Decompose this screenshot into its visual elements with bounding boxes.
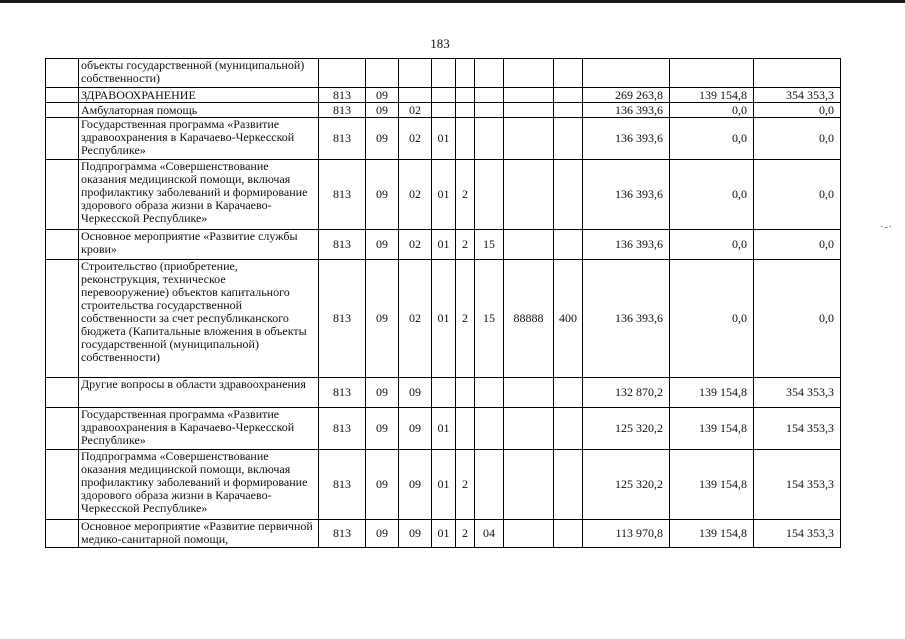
margin-cell bbox=[46, 103, 79, 118]
code-ministry: 813 bbox=[319, 450, 366, 520]
table-row bbox=[46, 260, 841, 378]
amount-year-3: 354 353,3 bbox=[754, 88, 841, 103]
margin-cell bbox=[46, 450, 79, 520]
code-expense-type bbox=[554, 450, 583, 520]
code-direction bbox=[504, 59, 554, 88]
code-section: 09 bbox=[366, 103, 399, 118]
code-section: 09 bbox=[366, 160, 399, 230]
table-row bbox=[46, 520, 841, 548]
amount-year-2: 0,0 bbox=[670, 118, 754, 160]
code-subprogram bbox=[456, 88, 475, 103]
code-subprogram: 2 bbox=[456, 450, 475, 520]
amount-year-2: 139 154,8 bbox=[670, 450, 754, 520]
table-row bbox=[46, 230, 841, 260]
code-section: 09 bbox=[366, 520, 399, 548]
amount-year-2: 139 154,8 bbox=[670, 408, 754, 450]
code-expense-type bbox=[554, 520, 583, 548]
code-expense-type bbox=[554, 230, 583, 260]
amount-year-3: 154 353,3 bbox=[754, 408, 841, 450]
code-direction bbox=[504, 230, 554, 260]
code-direction bbox=[504, 88, 554, 103]
code-direction bbox=[504, 160, 554, 230]
code-direction bbox=[504, 103, 554, 118]
code-activity bbox=[475, 450, 504, 520]
code-subprogram bbox=[456, 408, 475, 450]
amount-year-2 bbox=[670, 59, 754, 88]
table-row bbox=[46, 103, 841, 118]
amount-year-1: 125 320,2 bbox=[583, 450, 670, 520]
code-program: 01 bbox=[432, 260, 456, 378]
item-name: Амбулаторная помощь bbox=[79, 103, 319, 118]
page-number: 183 bbox=[430, 36, 450, 51]
code-ministry: 813 bbox=[319, 408, 366, 450]
code-direction bbox=[504, 118, 554, 160]
code-expense-type bbox=[554, 160, 583, 230]
amount-year-2: 0,0 bbox=[670, 260, 754, 378]
code-section: 09 bbox=[366, 378, 399, 408]
code-program: 01 bbox=[432, 450, 456, 520]
code-program: 01 bbox=[432, 160, 456, 230]
amount-year-2: 0,0 bbox=[670, 160, 754, 230]
code-expense-type bbox=[554, 408, 583, 450]
margin-cell bbox=[46, 118, 79, 160]
code-activity: 04 bbox=[475, 520, 504, 548]
code-program bbox=[432, 103, 456, 118]
amount-year-3: 354 353,3 bbox=[754, 378, 841, 408]
code-activity bbox=[475, 59, 504, 88]
amount-year-1: 132 870,2 bbox=[583, 378, 670, 408]
table-row bbox=[46, 59, 841, 88]
margin-cell bbox=[46, 408, 79, 450]
code-section: 09 bbox=[366, 260, 399, 378]
code-expense-type bbox=[554, 88, 583, 103]
code-subprogram bbox=[456, 118, 475, 160]
code-program bbox=[432, 88, 456, 103]
code-subsection bbox=[399, 59, 432, 88]
code-subprogram: 2 bbox=[456, 520, 475, 548]
code-program bbox=[432, 378, 456, 408]
code-subsection: 02 bbox=[399, 103, 432, 118]
code-section: 09 bbox=[366, 408, 399, 450]
margin-cell bbox=[46, 520, 79, 548]
margin-cell bbox=[46, 378, 79, 408]
code-activity: 15 bbox=[475, 230, 504, 260]
code-ministry: 813 bbox=[319, 260, 366, 378]
code-expense-type bbox=[554, 59, 583, 88]
code-ministry: 813 bbox=[319, 118, 366, 160]
code-program: 01 bbox=[432, 520, 456, 548]
code-section: 09 bbox=[366, 118, 399, 160]
code-activity bbox=[475, 118, 504, 160]
code-ministry: 813 bbox=[319, 520, 366, 548]
table-row bbox=[46, 378, 841, 408]
amount-year-3: 0,0 bbox=[754, 230, 841, 260]
code-program bbox=[432, 59, 456, 88]
margin-cell bbox=[46, 88, 79, 103]
code-activity bbox=[475, 160, 504, 230]
item-name: ЗДРАВООХРАНЕНИЕ bbox=[79, 88, 319, 103]
code-subsection: 02 bbox=[399, 160, 432, 230]
amount-year-1: 269 263,8 bbox=[583, 88, 670, 103]
code-ministry: 813 bbox=[319, 103, 366, 118]
margin-cell bbox=[46, 230, 79, 260]
table-row bbox=[46, 160, 841, 230]
item-name: Государственная программа «Развитие здравоохранения в Карачаево-Черкесской Республике» bbox=[79, 408, 319, 450]
code-direction: 88888 bbox=[504, 260, 554, 378]
amount-year-1 bbox=[583, 59, 670, 88]
code-program: 01 bbox=[432, 408, 456, 450]
code-subsection: 09 bbox=[399, 378, 432, 408]
code-subsection: 09 bbox=[399, 520, 432, 548]
amount-year-1: 136 393,6 bbox=[583, 118, 670, 160]
code-ministry: 813 bbox=[319, 160, 366, 230]
code-subsection: 09 bbox=[399, 450, 432, 520]
code-activity bbox=[475, 103, 504, 118]
amount-year-1: 125 320,2 bbox=[583, 408, 670, 450]
amount-year-3: 0,0 bbox=[754, 103, 841, 118]
code-subsection: 02 bbox=[399, 118, 432, 160]
code-section: 09 bbox=[366, 88, 399, 103]
code-expense-type bbox=[554, 103, 583, 118]
amount-year-2: 139 154,8 bbox=[670, 520, 754, 548]
code-direction bbox=[504, 408, 554, 450]
margin-cell bbox=[46, 59, 79, 88]
code-expense-type: 400 bbox=[554, 260, 583, 378]
code-activity bbox=[475, 378, 504, 408]
table-row bbox=[46, 450, 841, 520]
code-subsection: 02 bbox=[399, 260, 432, 378]
code-ministry: 813 bbox=[319, 378, 366, 408]
code-expense-type bbox=[554, 378, 583, 408]
code-activity: 15 bbox=[475, 260, 504, 378]
scan-top-border bbox=[0, 0, 905, 3]
amount-year-1: 136 393,6 bbox=[583, 230, 670, 260]
code-ministry: 813 bbox=[319, 230, 366, 260]
amount-year-1: 136 393,6 bbox=[583, 103, 670, 118]
code-section: 09 bbox=[366, 450, 399, 520]
amount-year-3: 154 353,3 bbox=[754, 450, 841, 520]
amount-year-3 bbox=[754, 59, 841, 88]
amount-year-2: 0,0 bbox=[670, 230, 754, 260]
code-direction bbox=[504, 450, 554, 520]
amount-year-3: 0,0 bbox=[754, 160, 841, 230]
amount-year-3: 0,0 bbox=[754, 118, 841, 160]
item-name: Строительство (приобретение, реконструкция, техническое перевооружение) объектов капитального строительства государственной собственности за счет республиканского бюджета (Капитальные вложения в объекты государственной (муниципальной) собственности) bbox=[79, 260, 319, 378]
item-name: Другие вопросы в области здравоохранения bbox=[79, 378, 319, 408]
code-subprogram: 2 bbox=[456, 230, 475, 260]
code-subprogram bbox=[456, 103, 475, 118]
code-subprogram bbox=[456, 59, 475, 88]
amount-year-1: 113 970,8 bbox=[583, 520, 670, 548]
table-row bbox=[46, 118, 841, 160]
code-ministry bbox=[319, 59, 366, 88]
amount-year-2: 0,0 bbox=[670, 103, 754, 118]
code-activity bbox=[475, 408, 504, 450]
code-expense-type bbox=[554, 118, 583, 160]
amount-year-2: 139 154,8 bbox=[670, 378, 754, 408]
item-name: Подпрограмма «Совершенствование оказания медицинской помощи, включая профилактику заболеваний и формирование здорового образа жизни в Карачаево-Черкесской Республике» bbox=[79, 450, 319, 520]
item-name: Основное мероприятие «Развитие службы крови» bbox=[79, 230, 319, 260]
code-subprogram bbox=[456, 378, 475, 408]
budget-table bbox=[45, 58, 841, 548]
item-name: Подпрограмма «Совершенствование оказания медицинской помощи, включая профилактику заболеваний и формирование здорового образа жизни в Карачаево-Черкесской Республике» bbox=[79, 160, 319, 230]
code-section bbox=[366, 59, 399, 88]
code-activity bbox=[475, 88, 504, 103]
amount-year-2: 139 154,8 bbox=[670, 88, 754, 103]
code-program: 01 bbox=[432, 230, 456, 260]
item-name: Государственная программа «Развитие здравоохранения в Карачаево-Черкесской Республике» bbox=[79, 118, 319, 160]
amount-year-3: 154 353,3 bbox=[754, 520, 841, 548]
amount-year-3: 0,0 bbox=[754, 260, 841, 378]
item-name: объекты государственной (муниципальной) собственности) bbox=[79, 59, 319, 88]
code-subprogram: 2 bbox=[456, 260, 475, 378]
code-section: 09 bbox=[366, 230, 399, 260]
margin-cell bbox=[46, 260, 79, 378]
code-direction bbox=[504, 520, 554, 548]
code-ministry: 813 bbox=[319, 88, 366, 103]
code-program: 01 bbox=[432, 118, 456, 160]
scan-speck: ·-· bbox=[880, 222, 893, 233]
code-subsection: 02 bbox=[399, 230, 432, 260]
code-subprogram: 2 bbox=[456, 160, 475, 230]
item-name: Основное мероприятие «Развитие первичной медико-санитарной помощи, bbox=[79, 520, 319, 548]
amount-year-1: 136 393,6 bbox=[583, 160, 670, 230]
amount-year-1: 136 393,6 bbox=[583, 260, 670, 378]
table-row bbox=[46, 88, 841, 103]
code-subsection: 09 bbox=[399, 408, 432, 450]
margin-cell bbox=[46, 160, 79, 230]
table-row bbox=[46, 408, 841, 450]
code-subsection bbox=[399, 88, 432, 103]
code-direction bbox=[504, 378, 554, 408]
